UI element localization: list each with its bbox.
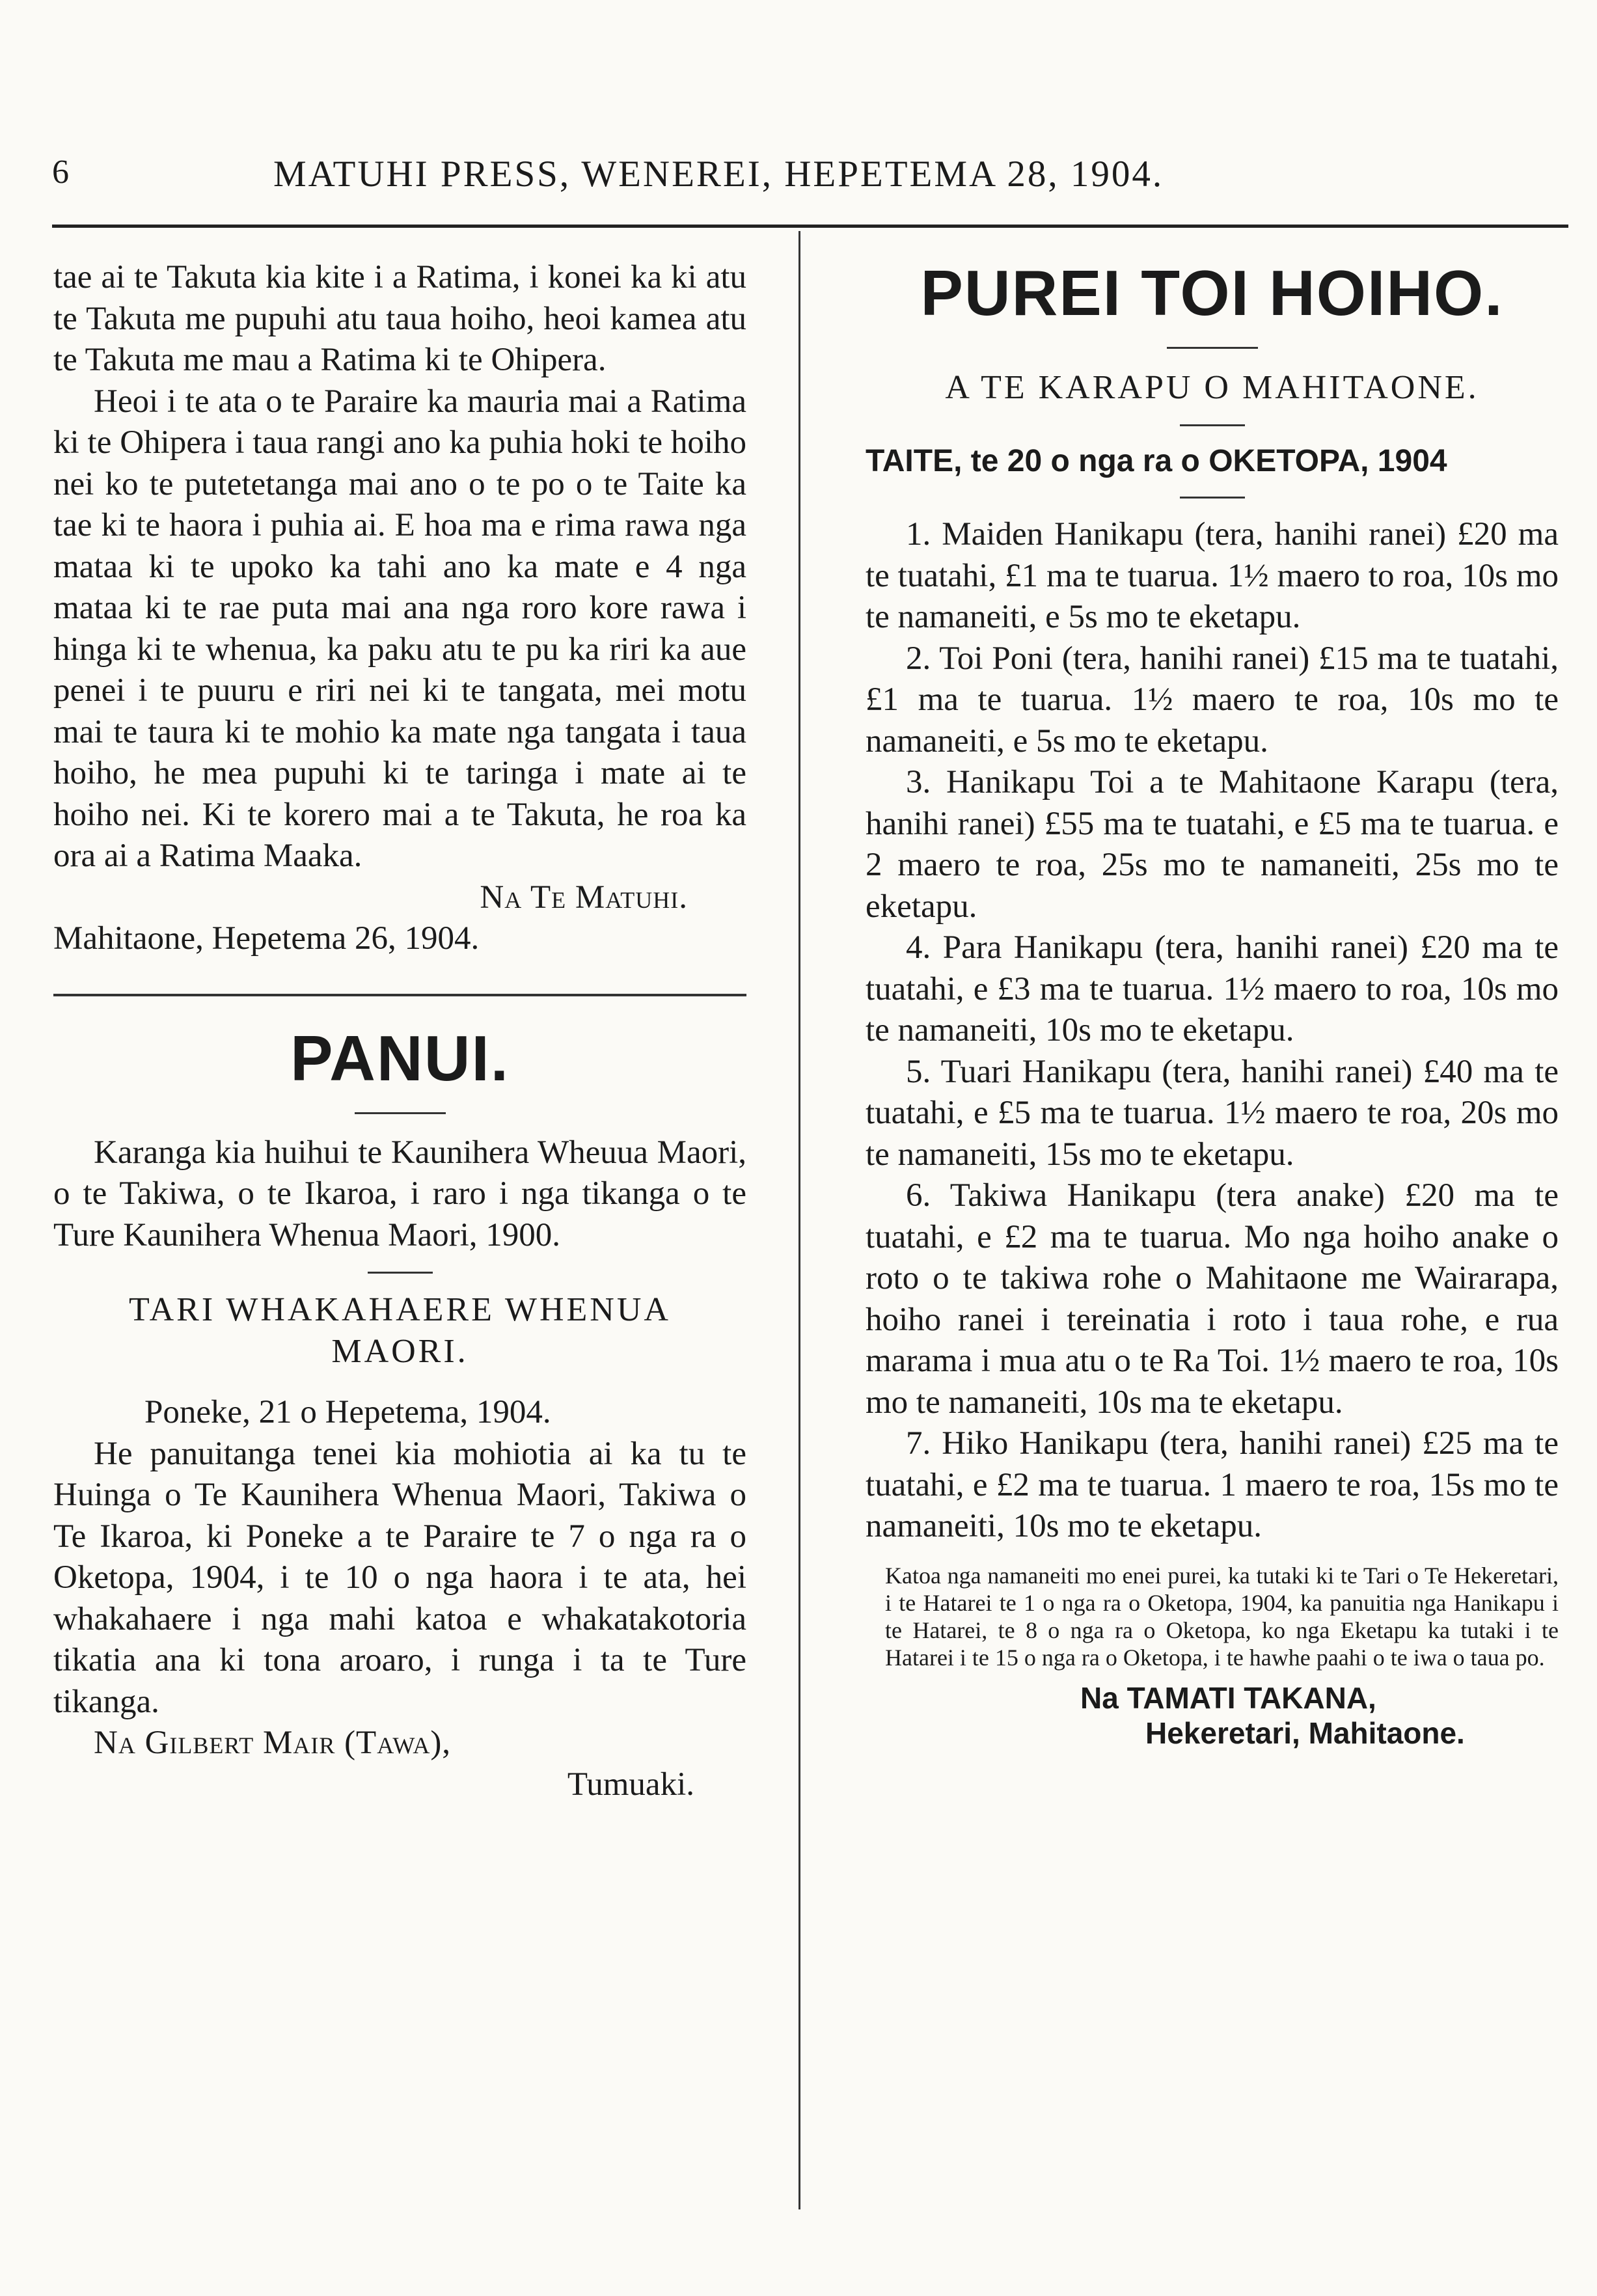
masthead: MATUHI PRESS, WENEREI, HEPETEMA 28, 1904. [273,154,1164,195]
race-date: TAITE, te 20 o nga ra o OKETOPA, 1904 [866,444,1447,478]
panui-subheading-line-2: MAORI. [331,1333,469,1370]
article-paragraph-1: tae ai te Takuta kia kite i a Ratima, i konei ka ki atu te Takuta me pupuhi atu taua hoiho, heoi kamea atu te Takuta me mau a Ratima ki te Ohipera. [53,259,746,378]
panui-dateline: Poneke, 21 o Hepetema, 1904. [144,1394,551,1430]
panui-title-rule [355,1112,446,1114]
article-dateline: Mahitaone, Hepetema 26, 1904. [53,920,480,957]
race-item-1: 1. Maiden Hanikapu (tera, hanihi ranei) £20 ma te tuatahi, £1 ma te tuarua. 1½ maero to roa, 10s mo te namaneiti, e 5s mo te eketapu. [866,516,1559,635]
race-item-6: 6. Takiwa Hanikapu (tera anake) £20 ma te tuatahi, e £2 ma te tuarua. Mo nga hoiho anake o roto o te takiwa rohe o Mahitaone me Wairarapa, hoiho ranei i tereinatia i roto i taua rohe, e rua marama i mua atu o te Ra Toi. 1½ maero te roa, 10s mo te namaneiti, 10s ma te eketapu. [866,1177,1559,1421]
title-rule [1167,347,1258,349]
race-item-2: 2. Toi Poni (tera, hanihi ranei) £15 ma te tuatahi, £1 ma te tuarua. 1½ maero te roa, 10s mo te namaneiti, e 5s mo te eketapu. [866,640,1559,759]
header-rule [52,225,1568,228]
club-rule [1180,424,1245,426]
panui-signature: Na Gilbert Mair (Tawa), [94,1725,452,1761]
page-header [52,146,1562,205]
race-item-3: 3. Hanikapu Toi a te Mahitaone Karapu (tera, hanihi ranei) £55 ma te tuatahi, e £5 ma te tuarua. e 2 maero te roa, 25s mo te namaneiti, 25s mo te eketapu. [866,764,1559,925]
date-rule [1180,497,1245,499]
race-item-7: 7. Hiko Hanikapu (tera, hanihi ranei) £25 ma te tuatahi, e £2 ma te tuarua. 1 maero te roa, 15s mo te namaneiti, 10s mo te eketapu. [866,1425,1559,1544]
secretary-name: Na TAMATI TAKANA, [1080,1680,1376,1715]
panui-paragraph-1: Karanga kia huihui te Kaunihera Wheuua Maori, o te Takiwa, o te Ikaroa, i raro i nga tikanga o te Ture Kaunihera Whenua Maori, 1900. [53,1134,746,1253]
column-divider [798,231,800,2209]
right-column [866,257,1559,1751]
panui-divider [368,1272,433,1274]
panui-subheading-line-1: TARI WHAKAHAERE WHENUA [129,1291,671,1328]
article-signature: Na Te Matuhi. [480,879,688,916]
race-item-5: 5. Tuari Hanikapu (tera, hanihi ranei) £40 ma te tuatahi, e £5 ma te tuarua. 1½ maero te roa, 20s mo te namaneiti, 15s mo te eketapu. [866,1053,1559,1173]
secretary-title: Hekeretari, Mahitaone. [1145,1715,1465,1750]
club-name: A TE KARAPU O MAHITAONE. [945,369,1479,406]
article-paragraph-2: Heoi i te ata o te Paraire ka mauria mai a Ratima ki te Ohipera i taua rangi ano ka puhia hoki te hoiho nei ko te putetetanga mai ano o te po o te Taite ka tae ki te haora i puhia ai. E hoa ma e rima rawa nga mataa ki te upoko ka tahi ano ka mate e 4 nga mataa ki te rae puta mai ana nga roro kore rawa i hinga ki te whenua, ka paku atu te pu ka riri ka aue penei i te puuru e riri nei ki te tangata, mei motu mai te taura ki te mohio ka mate nga tangata i taua hoiho, he mea pupuhi ki te taringa i mate ai te hoiho nei. Ki te korero mai a te Takuta, he roa ka ora ai a Ratima Maaka. [53,383,746,874]
section-divider [53,994,746,996]
entries-note: Katoa nga namaneiti mo enei purei, ka tutaki ki te Tari o Te Hekeretari, i te Hatarei te 1 o nga ra o Oketopa, 1904, ka panuitia nga Hanikapu i te Hatarei, te 8 o nga ra o Oketopa, ko nga Eketapu ka tutaki i te Hatarei i te 15 o nga ra o Oketopa, i te hawhe paahi o te iwa o taua po. [885,1562,1559,1671]
race-meeting-title: PUREI TOI HOIHO. [920,257,1504,329]
race-item-4: 4. Para Hanikapu (tera, hanihi ranei) £20 ma te tuatahi, e £3 ma te tuarua. 1½ maero to roa, 10s mo te namaneiti, 10s mo te eketapu. [866,929,1559,1048]
panui-title: PANUI. [290,1022,510,1094]
panui-paragraph-2: He panuitanga tenei kia mohiotia ai ka tu te Huinga o Te Kaunihera Whenua Maori, Takiwa o Te Ikaroa, ki Poneke a te Paraire te 7 o nga ra o Oketopa, 1904, i te 10 o nga haora i te ata, hei whakahaere i nga mahi katoa e whakatakotoria tikatia ana ki tona aroaro, i runga i ta te Ture tikanga. [53,1435,746,1720]
page-number: 6 [52,154,69,191]
panui-signature-title: Tumuaki. [567,1766,694,1803]
left-column [53,257,746,1805]
